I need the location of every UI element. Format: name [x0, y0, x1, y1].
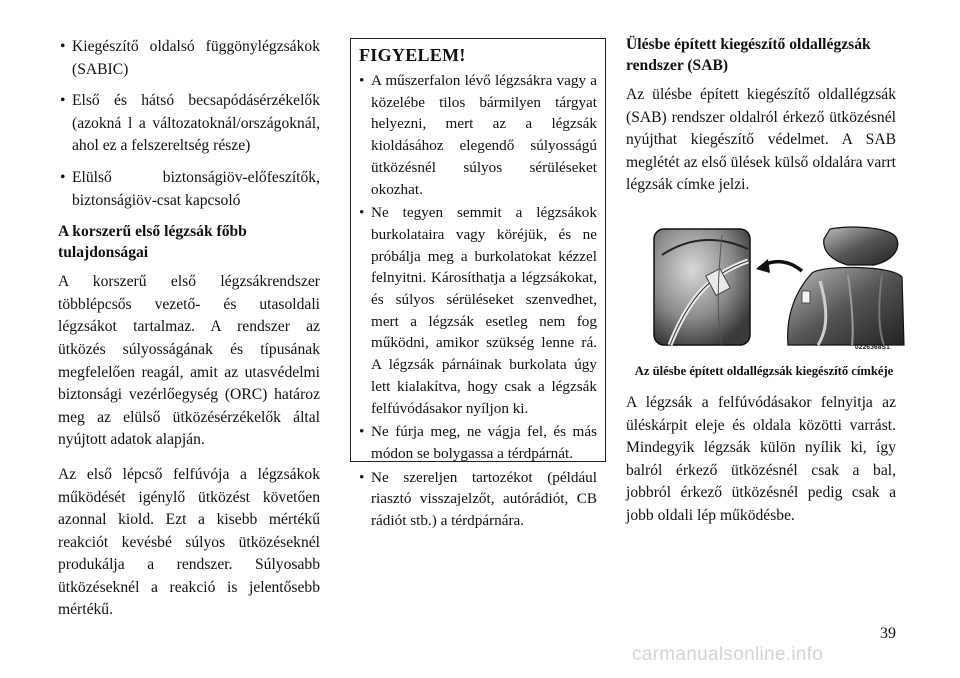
body-paragraph: A légzsák a felfúvódásakor felnyitja az üléskárpit eleje és oldala közötti varrást. Mindegyik légzsák külön nyílik ki, így balról érkező ütközésnél csak a bal, jobbról érkező ütközésnél pedig csak a jobb oldali lép működésbe. — [626, 393, 896, 524]
warning-item: • A műszerfalon lévő légzsákra vagy a közelébe tilos bármilyen tárgyat helyezni, mert az a légzsák kioldásához elegendő súlyosságú ütközésnél súlyos sérüléseket okozhat. — [359, 70, 597, 200]
figure-caption: Az ülésbe épített oldallégzsák kiegészítő címkéje — [634, 363, 894, 378]
warning-box — [350, 38, 606, 530]
warning-list — [359, 70, 597, 532]
warning-column — [350, 38, 606, 530]
watermark: carmanualsonline.info — [632, 644, 824, 665]
figure-id: 0226368S1 — [854, 343, 890, 351]
list-item: • Elülső biztonságiöv-előfeszítők, biztonságiöv-csat kapcsoló — [58, 167, 320, 212]
feature-list — [58, 36, 320, 212]
left-column — [58, 36, 320, 634]
right-column — [626, 34, 896, 538]
warning-item: • Ne fúrja meg, ne vágja fel, és más módon se bolygassa a térdpárnát. — [359, 421, 597, 464]
warning-item: • Ne szereljen tartozékot (például riasztó visszajelzőt, autórádiót, CB rádiót stb.) a térdpárnára. — [359, 467, 597, 532]
body-paragraph: Az ülésbe épített kiegészítő oldallégzsák (SAB) rendszer oldalról érkező ütközésnél nyújthat kiegészítő védelmet. A SAB meglétét az első ülések külső oldalára varrt légzsák címke jelzi. — [626, 86, 896, 194]
seat-illustration-svg — [652, 225, 908, 351]
list-item: • Első és hátsó becsapódásérzékelők (azokná l a változatoknál/országoknál, ahol ez a felszereltség része) — [58, 90, 320, 158]
seat-label-illustration — [652, 225, 908, 351]
list-item: • Kiegészítő oldalsó függönylégzsákok (SABIC) — [58, 36, 320, 81]
closeup-inset — [654, 229, 750, 345]
page-number: 39 — [880, 625, 896, 642]
body-paragraph: Az első lépcső felfúvója a légzsákok működését igénylő ütközést követően azonnal kiold. Ezt a kisebb mértékű reakciót kevésbé súlyos ütközéseknél produkálja a rendszer. Súlyosabb ütközéseknél a reakció is jelentősebb mértékű. — [58, 465, 320, 619]
warning-title: FIGYELEM! — [359, 45, 466, 65]
section-heading: Ülésbe épített kiegészítő oldallégzsák rendszer (SAB) — [626, 36, 871, 74]
section-heading: A korszerű első légzsák főbb tulajdonságai — [58, 223, 247, 262]
body-paragraph: A korszerű első légzsákrendszer többlépcsős vezető- és utasoldali légzsákot tartalmaz. A rendszer az ütközés súlyosságának és típusának megfelelően reagál, amit az utasvédelmi biztonsági vezérlőegység (ORC) határoz meg az elülső ütközésérzékelők által nyújtott adatok alapján. — [58, 273, 320, 449]
warning-item: • Ne tegyen semmit a légzsákok burkolataira vagy köréjük, és ne próbálja meg a burkolatokat kézzel felnyitni. Károsíthatja a légzsákokat, és súlyos sérüléseket szenvedhet, mert a légzsák esetleg nem fog működni, amikor szükség lenne rá. A légzsák párnáinak burkolata úgy lett kialakítva, hogy csak a légzsák felfúvódásakor nyíljon ki. — [359, 202, 597, 419]
